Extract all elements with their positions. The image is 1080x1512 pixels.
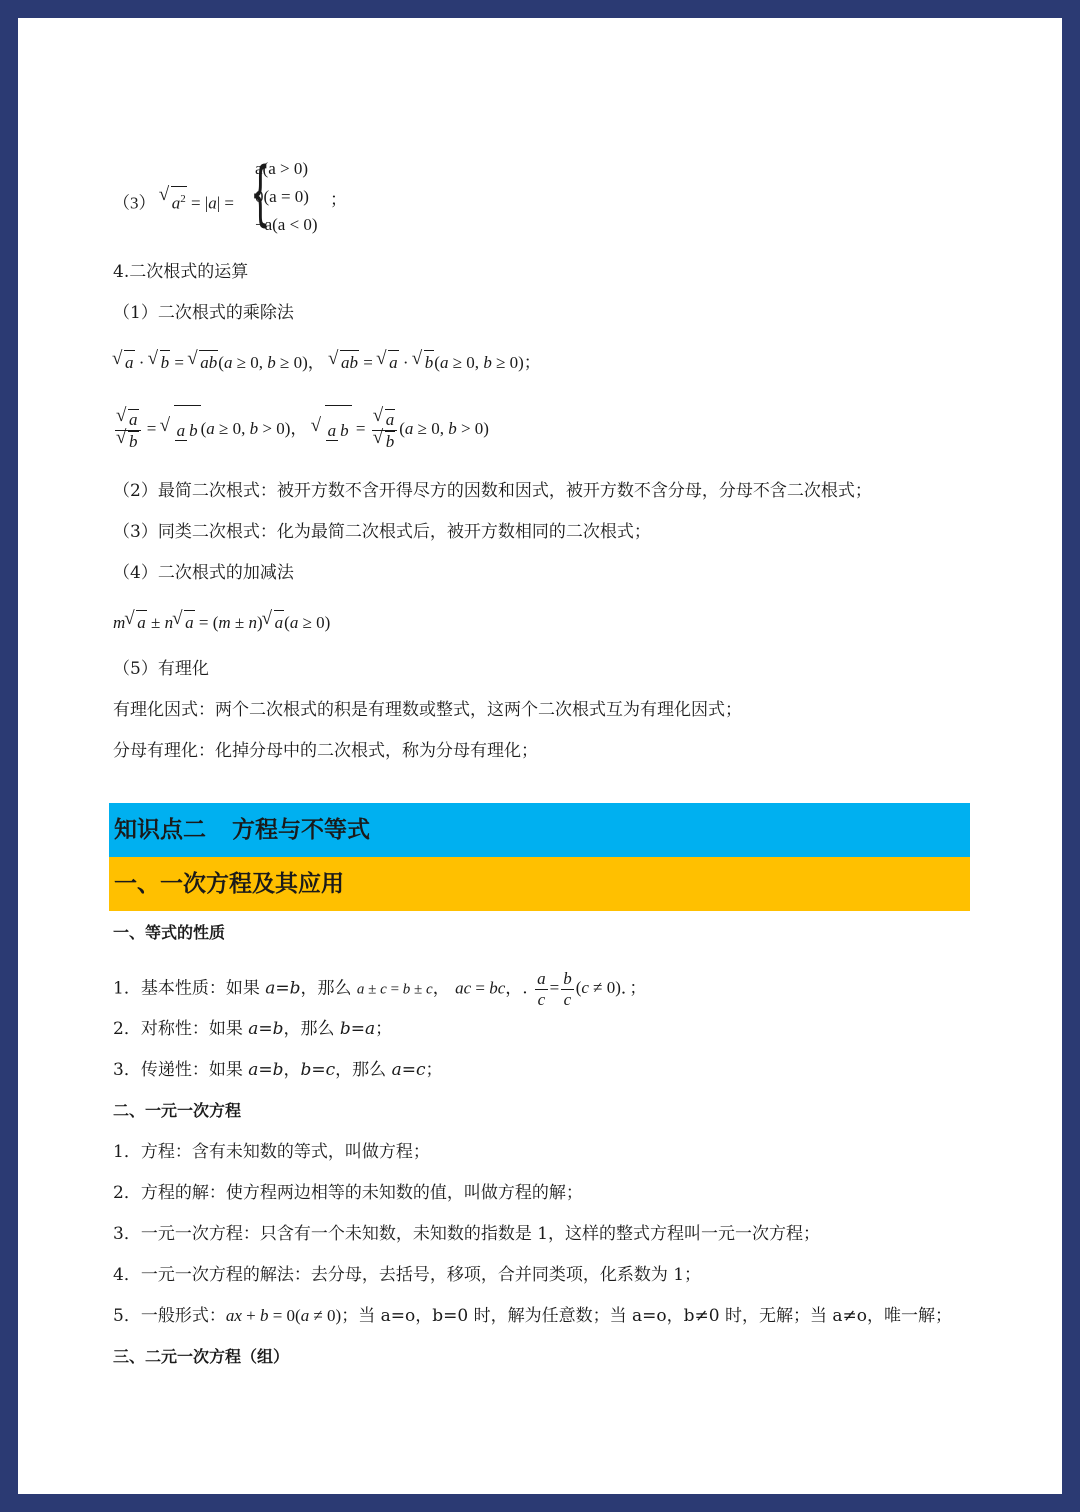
def-equation: 1．方程：含有未知数的等式，叫做方程； bbox=[113, 1142, 430, 1162]
property-transitive: 3．传递性：如果 a=b，b=c，那么 a=c； bbox=[113, 1060, 443, 1080]
similar-radical-def: （3）同类二次根式：化为最简二次根式后，被开方数相同的二次根式； bbox=[113, 522, 651, 542]
sqrt-symbol: √ $a^2$ bbox=[161, 186, 187, 216]
rational-factor-def: 有理化因式：两个二次根式的积是有理数或整式，这两个二次根式互为有理化因式； bbox=[113, 700, 742, 720]
def-general-form: 5．一般形式：ax + b = 0(a ≠ 0)；当 a=o，b=0 时，解为任意数；当 a=o，b≠0 时，无解；当 a≠o，唯一解； bbox=[113, 1306, 952, 1326]
simplest-radical-def: （2）最简二次根式：被开方数不含开得尽方的因数和因式，被开方数不含分母，分母不含二次根式； bbox=[113, 481, 872, 501]
def-linear-equation: 3．一元一次方程：只含有一个未知数，未知数的指数是 1，这样的整式方程叫一元一次方程； bbox=[113, 1224, 821, 1244]
semicolon: ； bbox=[330, 190, 347, 210]
knowledge-point-band: 知识点二 方程与不等式 bbox=[109, 803, 970, 857]
def-solution: 2．方程的解：使方程两边相等的未知数的值，叫做方程的解； bbox=[113, 1183, 583, 1203]
chapter-band: 一、一次方程及其应用 bbox=[109, 857, 970, 911]
property-basic: 1．基本性质：如果 a=b，那么 a ± c = b ± c， ac = bc，. $\frac{a}{c}$ = $\frac{b}{c}$ (c ≠ 0)．； bbox=[113, 969, 647, 1009]
brace-symbol: { bbox=[250, 152, 271, 234]
formula-division: √ a √ b = √ a b (a ≥ 0, b > 0)， √ a b = √ a √ b (a ≥ 0, b > 0) bbox=[113, 404, 489, 456]
denominator-rationalize-def: 分母有理化：化掉分母中的二次根式，称为分母有理化； bbox=[113, 741, 538, 761]
heading-equality-properties: 一、等式的性质 bbox=[113, 923, 226, 942]
item-number: （3） bbox=[113, 193, 156, 213]
case-positive: a(a > 0) bbox=[255, 159, 309, 178]
property-symmetric: 2．对称性：如果 a=b，那么 b=a； bbox=[113, 1019, 393, 1039]
subsection-title: （5）有理化 bbox=[113, 659, 209, 679]
case-zero: 0(a = 0) bbox=[255, 187, 309, 206]
document-page bbox=[18, 18, 1062, 1494]
formula-abs-value: （3） √ $a^2 = |a|$ = bbox=[113, 186, 234, 216]
subsection-title: （1）二次根式的乘除法 bbox=[113, 303, 294, 323]
def-solving-method: 4．一元一次方程的解法：去分母，去括号，移项，合并同类项，化系数为 1； bbox=[113, 1265, 702, 1285]
formula-addition: m√ a ± n√ a = (m ± n)√ a(a ≥ 0) bbox=[113, 610, 330, 635]
subsection-title: （4）二次根式的加减法 bbox=[113, 563, 294, 583]
formula-multiplication: √ a · √ b = √ ab(a ≥ 0, b ≥ 0)， √ ab = √ a · √ b(a ≥ 0, b ≥ 0)； bbox=[113, 350, 541, 375]
section-title: 4.二次根式的运算 bbox=[113, 262, 249, 282]
case-negative: −a(a < 0) bbox=[255, 215, 318, 234]
heading-binary-equation: 三、二元一次方程（组） bbox=[113, 1347, 290, 1366]
cases-list bbox=[255, 155, 318, 239]
heading-linear-equation: 二、一元一次方程 bbox=[113, 1101, 242, 1120]
